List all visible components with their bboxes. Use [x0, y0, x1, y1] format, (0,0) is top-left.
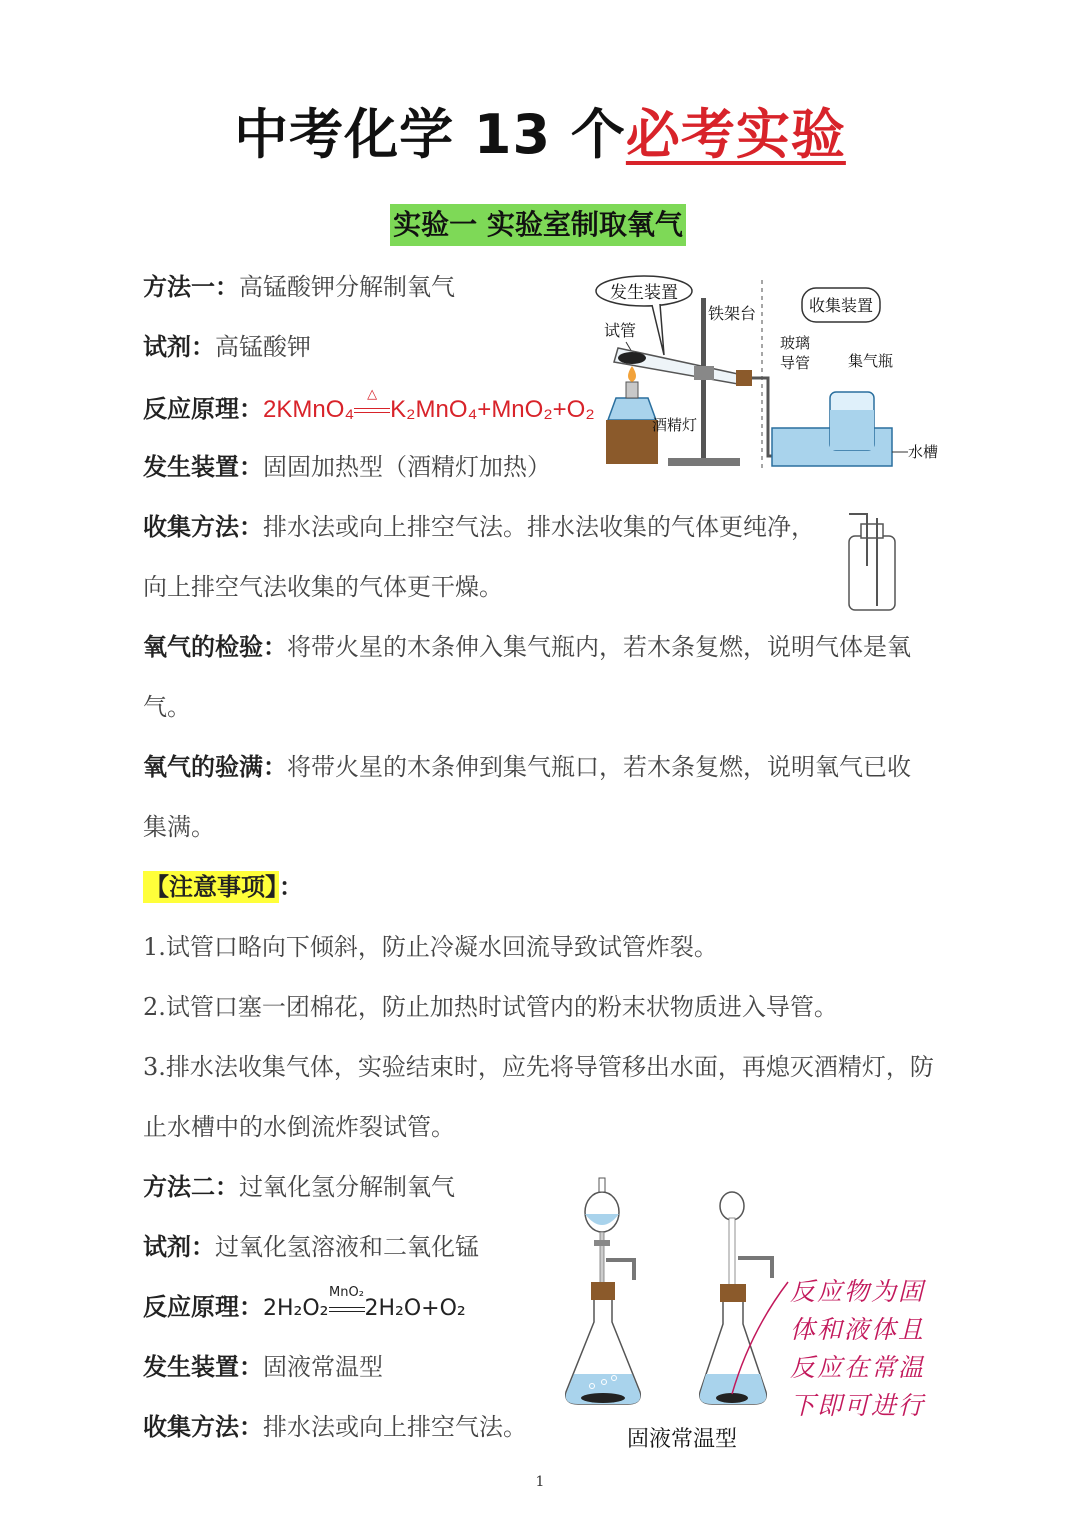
- method2-reagent: [143, 1232, 479, 1262]
- label-generator: 发生装置: [610, 283, 678, 303]
- method1-reagent: [143, 332, 311, 362]
- method2-title: [143, 1172, 455, 1202]
- method2-title-label: 方法二：: [143, 1173, 239, 1201]
- method1-collect-cont: 向上排空气法收集的气体更干燥。: [143, 573, 503, 601]
- hand-note-line-3: 反应在常温: [790, 1353, 926, 1382]
- eq1-condition-text: △: [367, 386, 378, 401]
- eq1-left: 2KMnO₄: [263, 396, 355, 423]
- method2-principle-label: 反应原理：: [143, 1293, 263, 1321]
- label-lamp: 酒精灯: [652, 416, 698, 434]
- notes-item-3: 3.排水法收集气体，实验结束时，应先将导管移出水面，再熄灭酒精灯，防: [143, 1053, 934, 1081]
- method1-test-label: 氧气的检验：: [143, 633, 287, 661]
- eq1-condition: [354, 386, 390, 425]
- notes-item-2: 2.试管口塞一团棉花，防止加热时试管内的粉末状物质进入导管。: [143, 993, 838, 1021]
- method1-full: [143, 752, 911, 782]
- section-title: 实验一 实验室制取氧气: [390, 204, 686, 246]
- method1-device-value: 固固加热型（酒精灯加热）: [263, 453, 551, 481]
- method2-device-value: 固液常温型: [263, 1353, 383, 1381]
- diagram2-caption: 固液常温型: [626, 1427, 738, 1452]
- eq2-condition-text: MnO₂: [329, 1285, 364, 1300]
- method1-test-cont: 气。: [143, 693, 191, 721]
- label-collector: 收集装置: [808, 296, 874, 315]
- flask-apparatus-diagram: [560, 1172, 790, 1462]
- method1-full-label: 氧气的验满：: [143, 753, 287, 781]
- method1-reagent-label: 试剂：: [143, 333, 215, 361]
- method1-device: [143, 452, 551, 482]
- title-main: 中考化学 13 个: [234, 103, 626, 166]
- gas-bottle-diagram: [845, 506, 900, 614]
- method1-principle: [143, 386, 595, 425]
- method2-collect: [143, 1412, 527, 1442]
- title-highlight: 必考实验: [625, 103, 846, 166]
- page-title: [0, 92, 1080, 169]
- notes-header: [143, 872, 303, 902]
- hand-note-line-4: 下即可进行: [790, 1391, 926, 1420]
- notes-header-text: 【注意事项】: [145, 873, 277, 901]
- heating-apparatus-diagram: [590, 270, 950, 475]
- method2-device: [143, 1352, 383, 1382]
- method2-collect-value: 排水法或向上排空气法。: [263, 1413, 527, 1441]
- method1-full-cont: 集满。: [143, 813, 215, 841]
- method1-title-label: 方法一：: [143, 273, 239, 301]
- label-bottle: 集气瓶: [848, 352, 894, 370]
- notes-item-1: 1.试管口略向下倾斜，防止冷凝水回流导致试管炸裂。: [143, 933, 718, 961]
- eq2-condition: [329, 1285, 365, 1324]
- method1-equation: [263, 386, 595, 423]
- eq2-left: 2H₂O₂: [263, 1296, 329, 1321]
- method1-principle-label: 反应原理：: [143, 395, 263, 423]
- label-glass-tube-1: 玻璃: [780, 334, 811, 352]
- label-glass-tube-2: 导管: [780, 354, 811, 372]
- method1-full-value-1: 将带火星的木条伸到集气瓶口，若木条复燃，说明氧气已收: [287, 753, 911, 781]
- notes-item-3-cont: 止水槽中的水倒流炸裂试管。: [143, 1113, 455, 1141]
- method1-collect: [143, 512, 815, 542]
- method2-device-label: 发生装置：: [143, 1353, 263, 1381]
- method1-collect-label: 收集方法：: [143, 513, 263, 541]
- label-trough: 水槽: [908, 443, 939, 461]
- method1-test-value-1: 将带火星的木条伸入集气瓶内，若木条复燃，说明气体是氧: [287, 633, 911, 661]
- method1-title: [143, 272, 455, 302]
- notes-colon: ：: [279, 873, 303, 901]
- method1-device-label: 发生装置：: [143, 453, 263, 481]
- eq2-right: 2H₂O+O₂: [364, 1296, 466, 1321]
- method2-title-value: 过氧化氢分解制氧气: [239, 1173, 455, 1201]
- method2-principle: [143, 1285, 466, 1324]
- method1-reagent-value: 高锰酸钾: [215, 333, 311, 361]
- method2-reagent-label: 试剂：: [143, 1233, 215, 1261]
- method2-equation: [263, 1285, 466, 1321]
- method2-collect-label: 收集方法：: [143, 1413, 263, 1441]
- method1-collect-value-1: 排水法或向上排空气法。排水法收集的气体更纯净，: [263, 513, 815, 541]
- method1-test: [143, 632, 911, 662]
- page-number: 1: [535, 1474, 545, 1490]
- label-stand: 铁架台: [708, 304, 757, 323]
- hand-note-line-2: 体和液体且: [790, 1315, 926, 1344]
- hand-note-line-1: 反应物为固: [790, 1277, 926, 1306]
- label-tube: 试管: [604, 321, 637, 340]
- method2-reagent-value: 过氧化氢溶液和二氧化锰: [215, 1233, 479, 1261]
- eq1-right: K₂MnO₄+MnO₂+O₂: [390, 396, 595, 423]
- method1-title-value: 高锰酸钾分解制氧气: [239, 273, 455, 301]
